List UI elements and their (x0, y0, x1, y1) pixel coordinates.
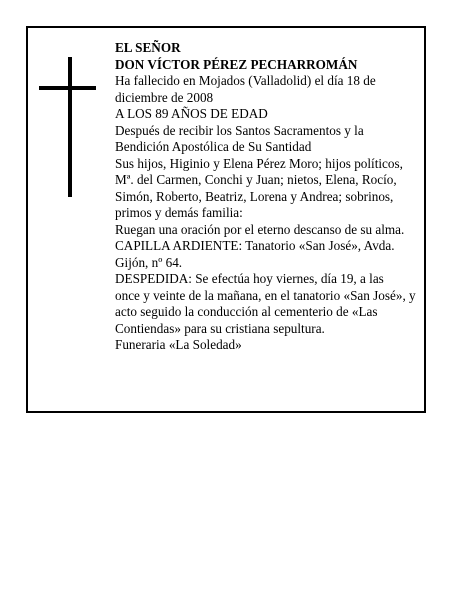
deceased-name: DON VÍCTOR PÉREZ PECHARROMÁN (115, 56, 358, 72)
death-announcement-line-2: diciembre de 2008 (115, 89, 214, 105)
death-announcement-line-1: Ha fallecido en Mojados (Valladolid) el día 18 de (115, 73, 376, 88)
family-line-4: primos y demás familia: (115, 205, 243, 220)
family-line-2: Mª. del Carmen, Conchi y Juan; nietos, Elena, Rocío, (115, 172, 397, 187)
chapel-line-1: CAPILLA ARDIENTE: Tanatorio «San José», Avda. (115, 238, 395, 253)
farewell-line-3: acto seguido la conducción al cementerio de «Las (115, 304, 378, 319)
age-line: A LOS 89 AÑOS DE EDAD (115, 106, 268, 121)
deceased-title: EL SEÑOR (115, 40, 181, 55)
family-line-1: Sus hijos, Higinio y Elena Pérez Moro; hijos políticos, (115, 155, 403, 171)
sacraments-line-2: Bendición Apostólica de Su Santidad (115, 139, 312, 154)
obituary-notice (26, 26, 426, 413)
prayer-request: Ruegan una oración por el eterno descanso de su alma. (115, 221, 405, 237)
sacraments-line-1: Después de recibir los Santos Sacramentos y la (115, 122, 364, 138)
family-line-3: Simón, Roberto, Beatriz, Lorena y Andrea; sobrinos, (115, 188, 394, 204)
cross-icon-crossbar (39, 86, 96, 90)
funeral-home: Funeraria «La Soledad» (115, 337, 242, 352)
chapel-line-2: Gijón, nº 64. (115, 254, 183, 270)
farewell-line-2: once y veinte de la mañana, en el tanatorio «San José», y (115, 287, 416, 303)
cross-icon (68, 57, 72, 197)
farewell-line-1: DESPEDIDA: Se efectúa hoy viernes, día 19, a las (115, 271, 384, 286)
farewell-line-4: Contiendas» para su cristiana sepultura. (115, 320, 325, 336)
notice-text (115, 40, 435, 354)
